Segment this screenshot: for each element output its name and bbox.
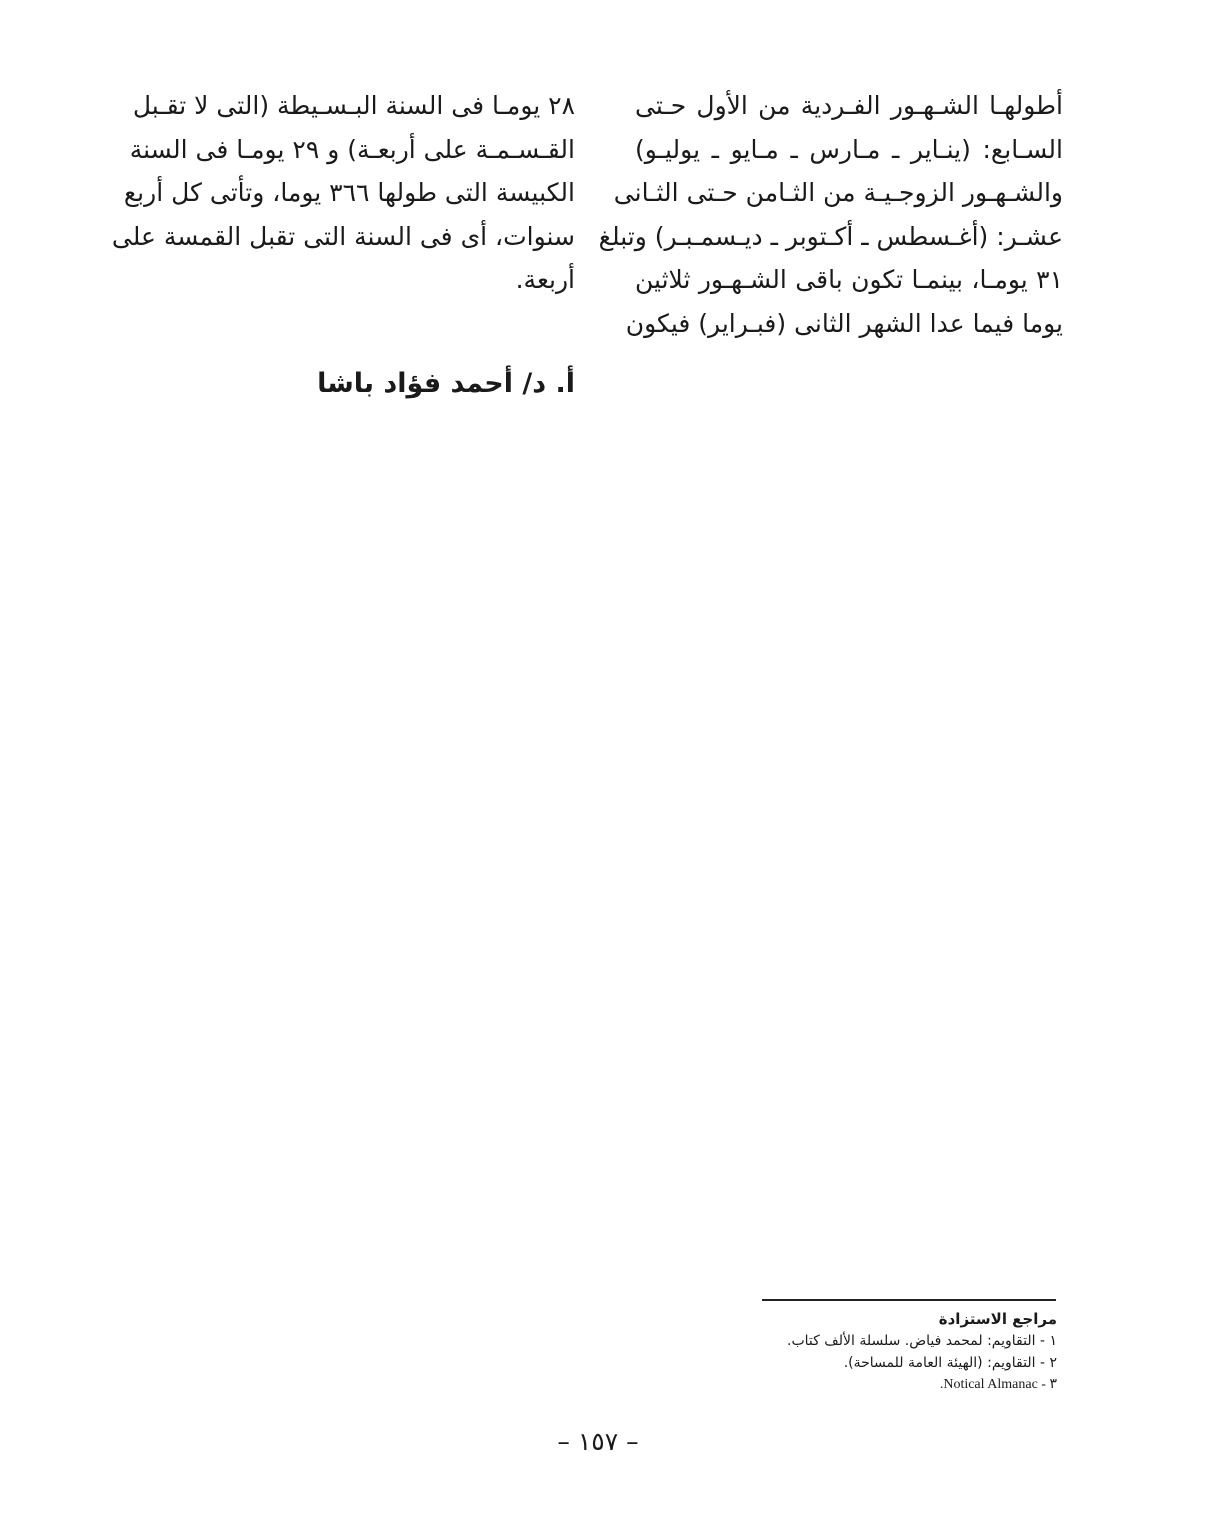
author-signature: أ. د/ أحمد فؤاد باشا [317, 368, 575, 399]
references-section [737, 1308, 1057, 1396]
text-line: والشـهـور الزوجـيـة من الثـامن حـتى الثـانى [613, 178, 1063, 207]
reference-item: ٣ - Notical Almanac. [939, 1377, 1057, 1392]
text-column-right [598, 84, 1063, 345]
text-line: الكبيسة التى طولها ٣٦٦ يوما، وتأتى كل أربع [123, 178, 575, 207]
text-line: أربعة. [515, 265, 575, 294]
text-line: ٢٨ يومـا فى السنة البـسـيطة (التى لا تقـبل [132, 91, 575, 120]
text-line: عشـر: (أغـسطس ـ أكـتوبر ـ ديـسمـبـر) وتبلغ [598, 221, 1063, 251]
reference-item: ١ - التقاويم: لمحمد فياض. سلسلة الألف كتاب. [787, 1333, 1057, 1349]
reference-item: ٢ - التقاويم: (الهيئة العامة للمساحة). [843, 1355, 1057, 1371]
page-number: – ١٥٧ – [557, 1427, 639, 1456]
text-line: السـابع: (ينـاير ـ مـارس ـ مـايو ـ يوليـو) [635, 134, 1063, 164]
text-line: سنوات، أى فى السنة التى تقبل القمسة على [111, 221, 575, 251]
text-line: أطولهـا الشـهـور الفـردية من الأول حـتى [635, 91, 1063, 120]
text-line: ٣١ يومـا، بينمـا تكون باقى الشـهـور ثلاثين [635, 265, 1063, 294]
text-column-left [111, 84, 575, 302]
references-title: مراجع الاستزادة [938, 1310, 1057, 1328]
footnote-divider [762, 1299, 1056, 1301]
text-line: يوما فيما عدا الشهر الثانى (فبـراير) فيكون [625, 308, 1063, 338]
text-line: القـسـمـة على أربعـة) و ٢٩ يومـا فى السنة [129, 134, 575, 164]
